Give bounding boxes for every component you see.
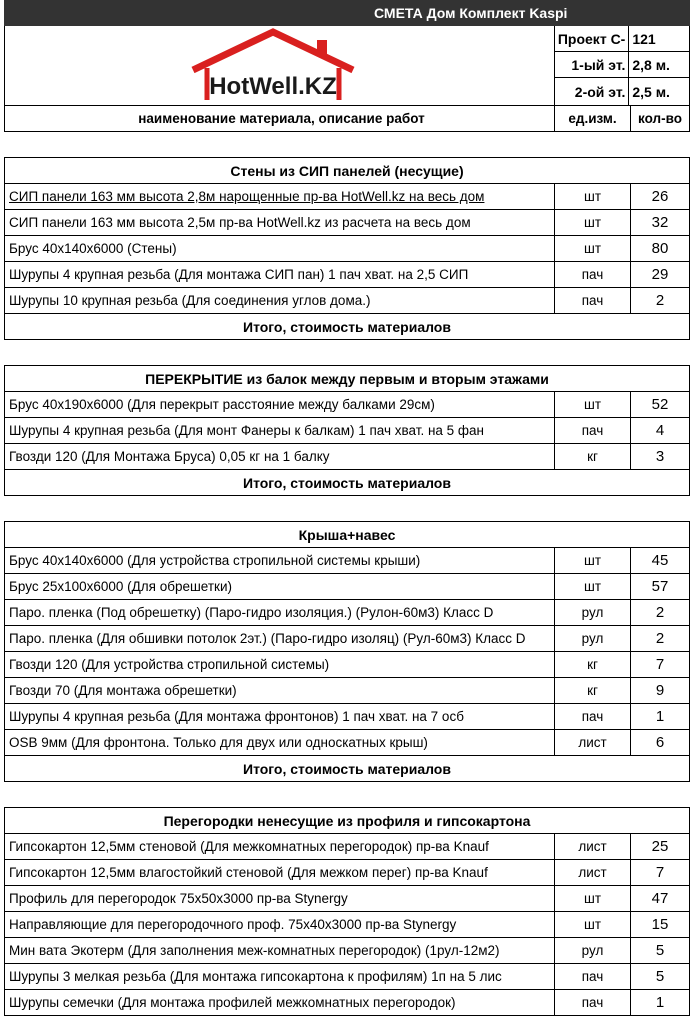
estimate-sheet [4,132,690,1016]
item-unit: шт [555,184,631,209]
table-row [4,574,690,600]
item-unit: рул [555,938,631,963]
project-row [555,26,689,52]
item-unit: шт [555,392,631,417]
table-row [4,860,690,886]
item-qty: 32 [651,214,669,231]
item-qty: 1 [655,708,665,725]
item-unit: кг [555,444,631,469]
item-unit: пач [555,990,631,1015]
table-row [4,626,690,652]
spacer-row [4,340,690,366]
item-qty: 7 [655,864,665,881]
table-row [4,444,690,470]
item-unit: лист [555,860,631,885]
logo-chimney-icon [317,40,327,56]
item-name: Шурупы 3 мелкая резьба (Для монтажа гипсокартона к профилям) 1п на 5 лис [5,964,555,989]
item-unit: шт [555,912,631,937]
item-name: Гвозди 120 (Для устройства стропильной системы) [5,652,555,677]
table-row [4,886,690,912]
table-row [4,600,690,626]
table-row [4,418,690,444]
table-row [4,652,690,678]
floor2-value: 2,5 м. [632,83,670,100]
item-unit: шт [555,210,631,235]
item-name: Брус 40х140х6000 (Стены) [5,236,555,261]
section-title: Стены из СИП панелей (несущие) [230,162,464,179]
table-row [4,184,690,210]
item-qty: 5 [655,968,665,985]
item-qty: 45 [651,552,669,569]
table-row [4,392,690,418]
item-qty: 5 [655,942,665,959]
table-row [4,912,690,938]
column-header-row [4,106,690,132]
spacer-row [4,782,690,808]
item-unit: шт [555,548,631,573]
hotwell-logo [185,26,385,106]
section-title: Крыша+навес [298,526,396,543]
item-qty: 80 [651,240,669,257]
item-name: Гипсокартон 12,5мм влагостойкий стеновой (Для межком перег) пр-ва Knauf [5,860,555,885]
table-row [4,964,690,990]
item-qty: 1 [655,994,665,1011]
item-unit: пач [555,288,631,313]
item-name: Брус 25х100х6000 (Для обрешетки) [5,574,555,599]
item-qty: 2 [655,292,665,309]
item-name: Мин вата Экотерм (Для заполнения меж-комнатных перегородок) (1рул-12м2) [5,938,555,963]
section-total-row [4,756,690,782]
table-row [4,236,690,262]
col-name-header: наименование материала, описание работ [5,106,555,131]
section-total-label: Итого, стоимость материалов [243,318,451,335]
item-name: Гипсокартон 12,5мм стеновой (Для межкомнатных перегородок) пр-ва Knauf [5,834,555,859]
floor2-label: 2-ой эт. [555,78,629,105]
table-row [4,990,690,1016]
section-title: ПЕРЕКРЫТИЕ из балок между первым и вторым этажами [145,370,549,387]
table-row [4,730,690,756]
item-name: Паро. пленка (Под обрешетку) (Паро-гидро изоляция.) (Рулон-60м3) Класс D [5,600,555,625]
item-qty: 9 [655,682,665,699]
item-qty: 26 [651,188,669,205]
item-qty: 2 [655,604,665,621]
item-name: Гвозди 120 (Для Монтажа Бруса) 0,05 кг на 1 балку [5,444,555,469]
section-total-label: Итого, стоимость материалов [243,760,451,777]
item-name: Паро. пленка (Для обшивки потолок 2эт.) (Паро-гидро изоляц) (Рул-60м3) Класс D [5,626,555,651]
sheet-title-bar [4,0,690,26]
item-unit: пач [555,418,631,443]
table-row [4,210,690,236]
header-block [4,26,690,106]
spacer-row [4,132,690,158]
logo-roof-icon [193,32,353,70]
table-row [4,678,690,704]
item-qty: 29 [651,266,669,283]
table-row [4,834,690,860]
item-unit: пач [555,262,631,287]
item-name: Брус 40х140х6000 (Для устройства стропильной системы крыши) [5,548,555,573]
item-unit: рул [555,626,631,651]
item-qty: 3 [655,448,665,465]
item-name: Шурупы 4 крупная резьба (Для монт Фанеры к балкам) 1 пач хват. на 5 фан [5,418,555,443]
item-name: СИП панели 163 мм высота 2,8м нарощенные пр-ва HotWell.kz на весь дом [5,184,555,209]
table-row [4,548,690,574]
item-qty: 2 [655,630,665,647]
section-header-row [4,808,690,834]
item-name: Шурупы 4 крупная резьба (Для монтажа фронтонов) 1 пач хват. на 7 осб [5,704,555,729]
section-title: Перегородки ненесущие из профиля и гипсокартона [163,812,531,829]
item-qty: 57 [651,578,669,595]
item-name: Брус 40х190х6000 (Для перекрыт расстояние между балками 29см) [5,392,555,417]
item-unit: пач [555,704,631,729]
item-qty: 6 [655,734,665,751]
item-qty: 4 [655,422,665,439]
item-name: Шурупы 4 крупная резьба (Для монтажа СИП пан) 1 пач хват. на 2,5 СИП [5,262,555,287]
item-name: OSB 9мм (Для фронтона. Только для двух или односкатных крыш) [5,730,555,755]
col-unit-header: ед.изм. [555,106,631,131]
table-row [4,262,690,288]
item-unit: шт [555,236,631,261]
item-qty: 52 [651,396,669,413]
item-unit: кг [555,678,631,703]
item-qty: 7 [655,656,665,673]
item-unit: шт [555,574,631,599]
item-name: Гвозди 70 (Для монтажа обрешетки) [5,678,555,703]
floor2-row [555,78,689,105]
table-row [4,938,690,964]
item-unit: кг [555,652,631,677]
item-name: СИП панели 163 мм высота 2,5м пр-ва HotWell.kz из расчета на весь дом [5,210,555,235]
item-name: Шурупы 10 крупная резьба (Для соединения углов дома.) [5,288,555,313]
floor1-value: 2,8 м. [632,56,670,73]
item-qty: 47 [651,890,669,907]
item-qty: 25 [651,838,669,855]
section-header-row [4,522,690,548]
item-name: Шурупы семечки (Для монтажа профилей межкомнатных перегородок) [5,990,555,1015]
item-unit: шт [555,886,631,911]
section-total-row [4,314,690,340]
item-qty: 15 [651,916,669,933]
table-row [4,704,690,730]
logo-area [5,26,555,106]
floor1-label: 1-ый эт. [555,52,629,77]
section-total-row [4,470,690,496]
item-unit: пач [555,964,631,989]
section-header-row [4,366,690,392]
table-row [4,288,690,314]
section-total-label: Итого, стоимость материалов [243,474,451,491]
sheet-title: СМЕТА Дом Комплект Kaspi [374,5,568,21]
col-qty-header: кол-во [638,111,682,126]
floor1-row [555,52,689,78]
item-unit: лист [555,730,631,755]
item-unit: лист [555,834,631,859]
project-value: 121 [632,30,656,47]
project-label: Проект С- [555,26,629,51]
spacer-row [4,496,690,522]
item-name: Направляющие для перегородочного проф. 75х40х3000 пр-ва Stynergy [5,912,555,937]
logo-text: HotWell.KZ [209,73,337,100]
section-header-row [4,158,690,184]
item-unit: рул [555,600,631,625]
item-name: Профиль для перегородок 75х50х3000 пр-ва Stynergy [5,886,555,911]
